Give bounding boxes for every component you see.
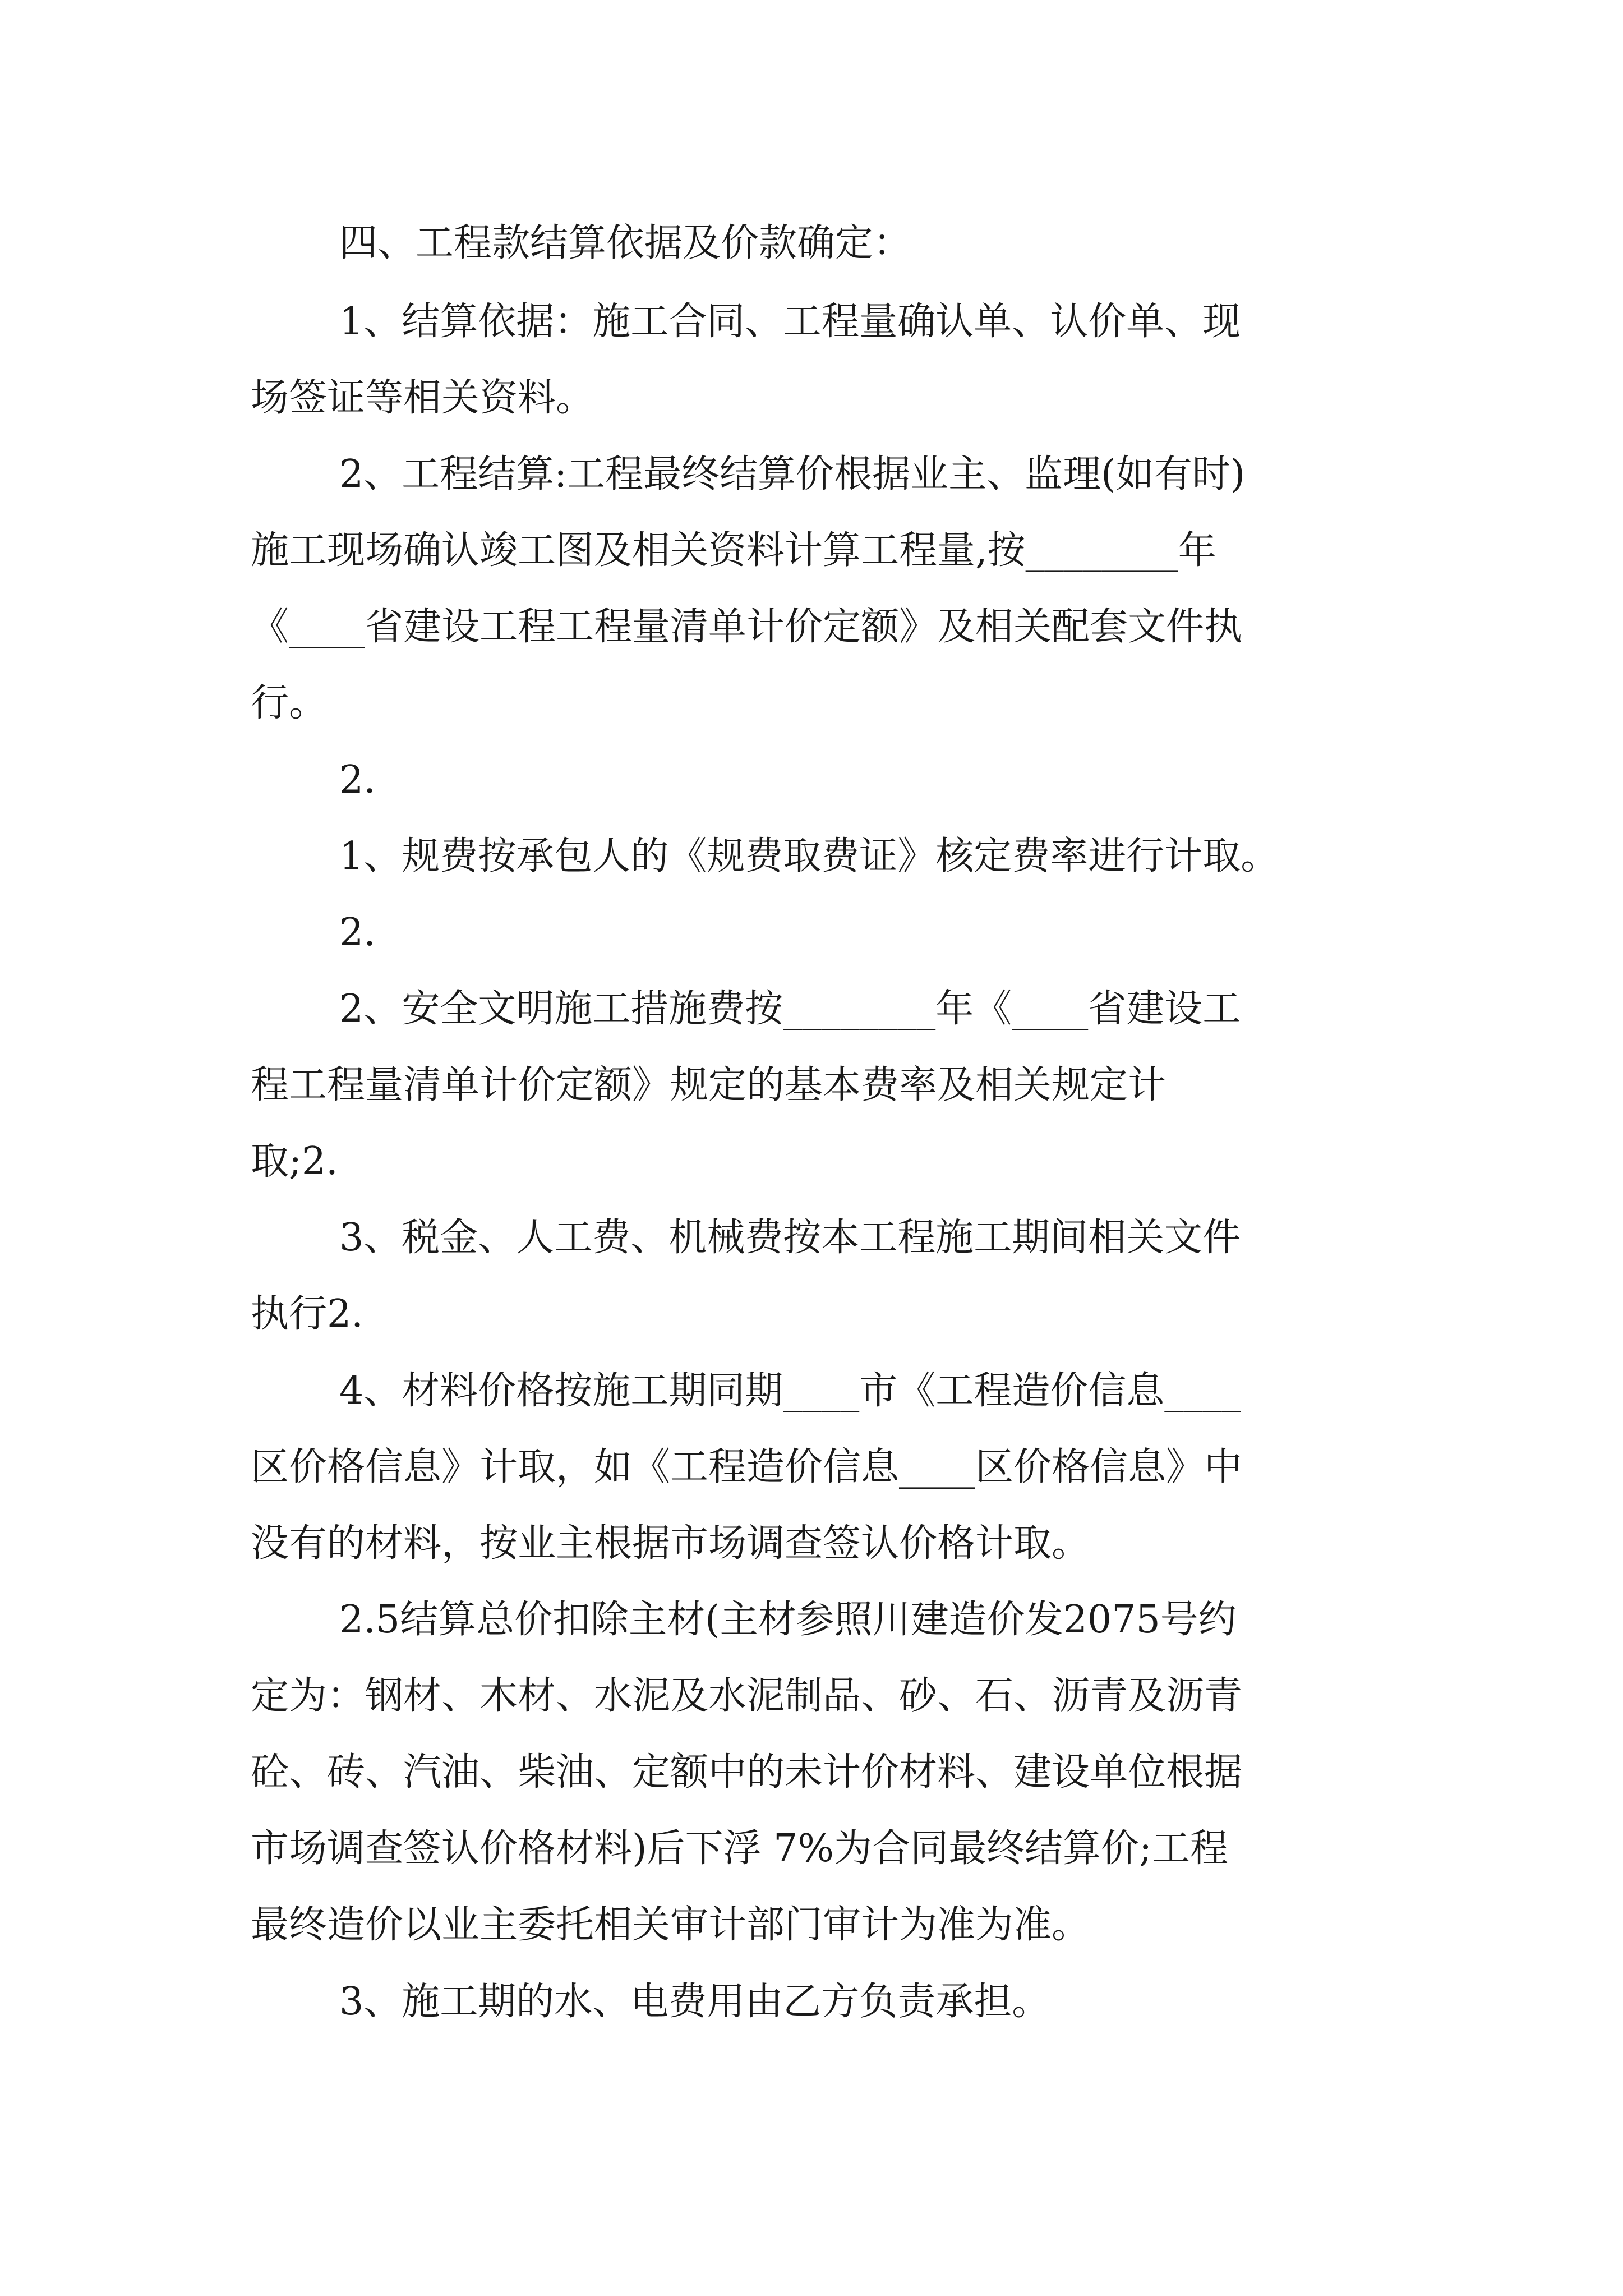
paragraph-line: 2. — [339, 910, 376, 955]
paragraph-line: 施工现场确认竣工图及相关资料计算工程量,按________年 — [251, 528, 1216, 573]
paragraph-line: 最终造价以业主委托相关审计部门审计为准为准。 — [251, 1903, 1090, 1947]
paragraph-line: 砼、砖、汽油、柴油、定额中的未计价材料、建设单位根据 — [251, 1750, 1243, 1795]
paragraph-line: 市场调查签认价格材料)后下浮 7%为合同最终结算价;工程 — [251, 1826, 1228, 1871]
paragraph-line: 1、结算依据：施工合同、工程量确认单、认价单、现 — [339, 300, 1241, 344]
section-heading: 四、工程款结算依据及价款确定： — [339, 221, 912, 265]
paragraph-line: 没有的材料，按业主根据市场调查签认价格计取。 — [251, 1521, 1090, 1566]
paragraph-line: 2、安全文明施工措施费按________年《____省建设工 — [339, 987, 1241, 1031]
paragraph-line: 《____省建设工程工程量清单计价定额》及相关配套文件执 — [251, 605, 1243, 649]
paragraph-line: 程工程量清单计价定额》规定的基本费率及相关规定计 — [251, 1063, 1166, 1107]
paragraph-line: 4、材料价格按施工期同期____市《工程造价信息____ — [339, 1369, 1241, 1413]
paragraph-line: 3、税金、人工费、机械费按本工程施工期间相关文件 — [339, 1216, 1241, 1260]
paragraph-line: 执行2. — [251, 1292, 363, 1336]
paragraph-line: 取;2. — [251, 1139, 338, 1184]
paragraph-line: 行。 — [251, 681, 328, 725]
paragraph-line: 区价格信息》计取，如《工程造价信息____区价格信息》中 — [251, 1445, 1243, 1489]
paragraph-line: 场签证等相关资料。 — [251, 376, 594, 420]
paragraph-line: 3、施工期的水、电费用由乙方负责承担。 — [339, 1980, 1050, 2024]
paragraph-line: 2. — [339, 758, 376, 802]
paragraph-line: 1、规费按承包人的《规费取费证》核定费率进行计取。 — [339, 834, 1279, 878]
paragraph-line: 2、工程结算:工程最终结算价根据业主、监理(如有时) — [339, 452, 1246, 496]
paragraph-line: 定为：钢材、木材、水泥及水泥制品、砂、石、沥青及沥青 — [251, 1674, 1243, 1718]
paragraph-line: 2.5结算总价扣除主材(主材参照川建造价发2075号约 — [339, 1598, 1237, 1642]
